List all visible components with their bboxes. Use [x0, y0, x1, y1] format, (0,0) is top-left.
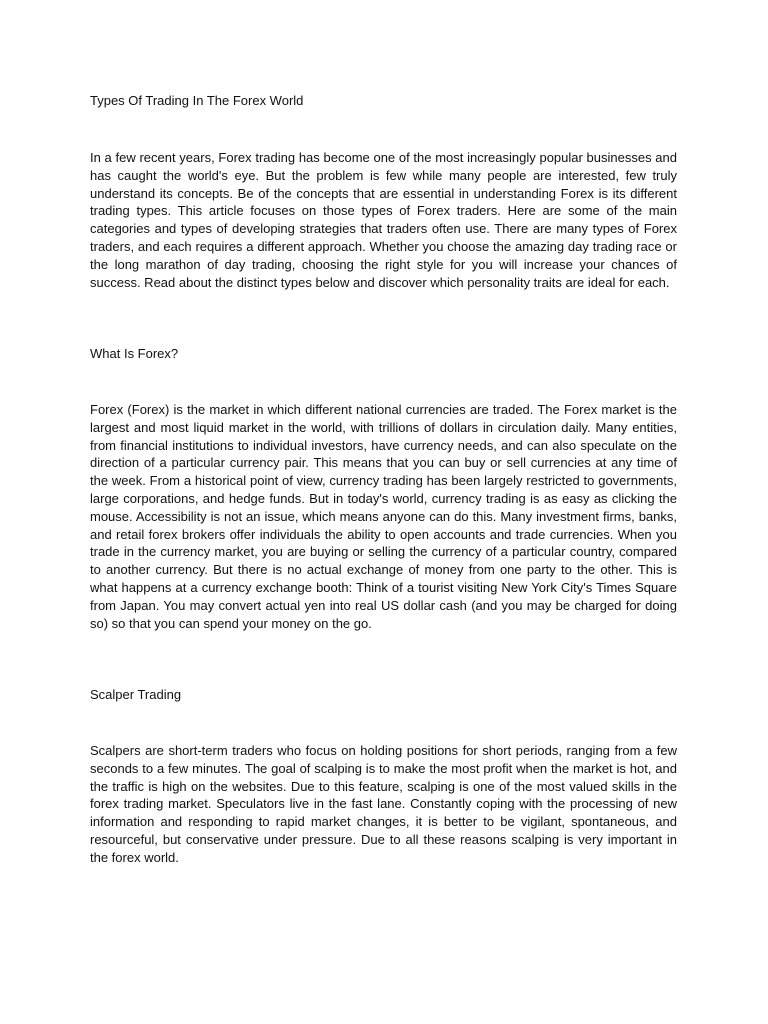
- section-heading-scalper-trading: Scalper Trading: [90, 687, 182, 702]
- document-page: [90, 0, 677, 1024]
- section-heading-what-is-forex: What Is Forex?: [90, 346, 179, 361]
- document-title: Types Of Trading In The Forex World: [90, 93, 304, 108]
- section-body-scalper-trading: Scalpers are short-term traders who focus on holding positions for short periods, ranging from a few seconds to a few minutes. The goal of scalping is to make the most profit when the market is hot, and the traffic is high on the websites. Due to this feature, scalping is one of the most valued skills in the forex trading market. Speculators live in the fast lane. Constantly coping with the processing of new information and responding to rapid market changes, it is better to be vigilant, spontaneous, and resourceful, but conservative under pressure. Due to all these reasons scalping is very important in the forex world.: [90, 743, 677, 865]
- section-body-what-is-forex: Forex (Forex) is the market in which different national currencies are traded. The Forex market is the largest and most liquid market in the world, with trillions of dollars in circulation daily. Many entities, from financial institutions to individual investors, have currency needs, and can also speculate on the direction of a particular currency pair. This means that you can buy or sell currencies at any time of the week. From a historical point of view, currency trading has been largely restricted to governments, large corporations, and hedge funds. But in today's world, currency trading is as easy as clicking the mouse. Accessibility is not an issue, which means anyone can do this. Many investment firms, banks, and retail forex brokers offer individuals the ability to open accounts and trade currencies. When you trade in the currency market, you are buying or selling the currency of a particular country, compared to another currency. But there is no actual exchange of money from one party to the other. This is what happens at a currency exchange booth: Think of a tourist visiting New York City's Times Square from Japan. You may convert actual yen into real US dollar cash (and you may be charged for doing so) so that you can spend your money on the go.: [90, 402, 677, 631]
- intro-paragraph: In a few recent years, Forex trading has become one of the most increasingly popular businesses and has caught the world's eye. But the problem is few while many people are interested, few truly understand its concepts. Be of the concepts that are essential in understanding Forex is its different trading types. This article focuses on those types of Forex traders. Here are some of the main categories and types of developing strategies that traders often use. There are many types of Forex traders, and each requires a different approach. Whether you choose the amazing day trading race or the long marathon of day trading, choosing the right style for you will increase your chances of success. Read about the distinct types below and discover which personality traits are ideal for each.: [90, 150, 677, 290]
